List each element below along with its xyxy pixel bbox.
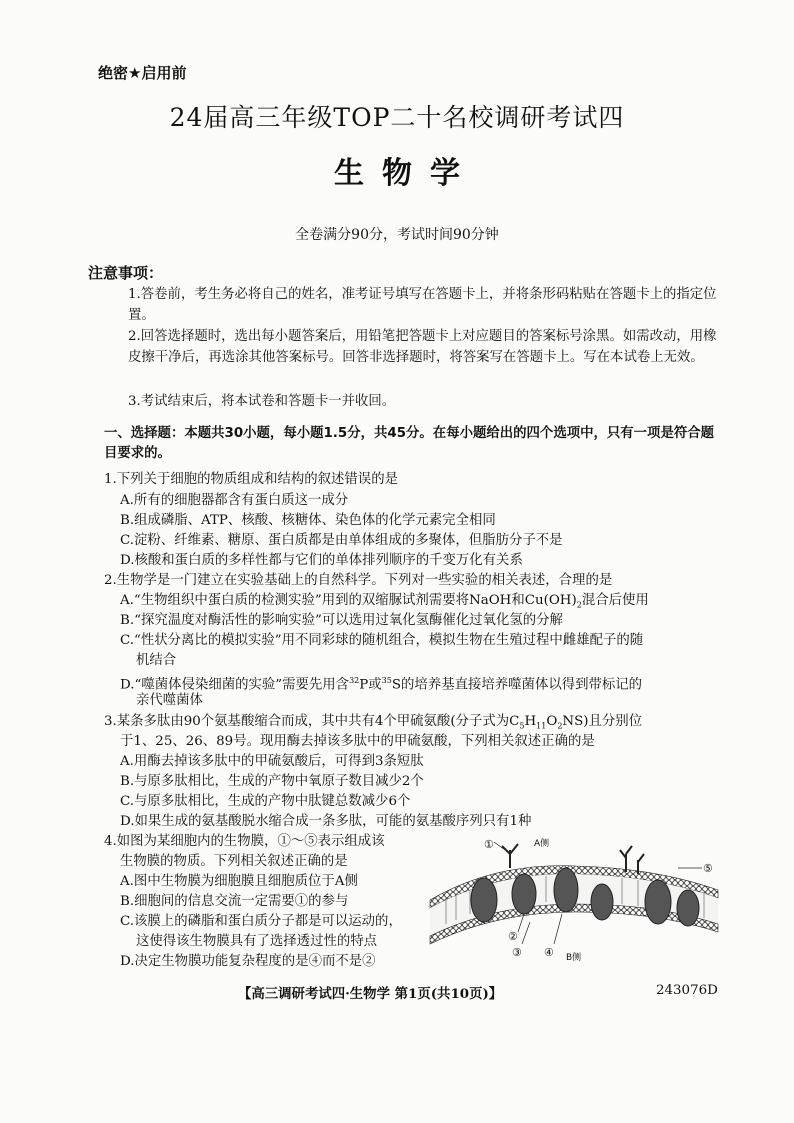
question-3-option-d: D.如果生成的氨基酸脱水缩合成一条多肽，可能的氨基酸序列只有1种 <box>120 814 532 829</box>
question-1-option-c: C.淀粉、纤维素、糖原、蛋白质都是由单体组成的多聚体，但脂肪分子不是 <box>120 533 563 548</box>
question-4-option-c-cont: 这使得该生物膜具有了选择透过性的特点 <box>136 934 378 949</box>
question-2-stem: 2.生物学是一门建立在实验基础上的自然科学。下列对一些实验的相关表述，合理的是 <box>104 573 613 588</box>
confidential-mark: 绝密★启用前 <box>98 64 187 82</box>
question-1-option-b: B.组成磷脂、ATP、核酸、核糖体、染色体的化学元素完全相同 <box>120 513 496 528</box>
membrane-diagram <box>426 832 722 962</box>
question-1-stem: 1.下列关于细胞的物质组成和结构的叙述错误的是 <box>104 472 398 487</box>
question-3-stem: 3.某条多肽由90个氨基酸缩合而成，其中共有4个甲硫氨酸(分子式为$C_5H_{11}O_2NS$)且分别位 <box>104 714 643 731</box>
notice-item-1: 1.答卷前，考生务必将自己的姓名，准考证号填写在答题卡上，并将条形码粘贴在答题卡上的指定位置。 <box>128 287 717 323</box>
exam-meta: 全卷满分90分，考试时间90分钟 <box>295 227 499 243</box>
question-3-option-a: A.用酶去掉该多肽中的甲硫氨酸后，可得到3条短肽 <box>120 754 424 769</box>
question-4-option-d: D.决定生物膜功能复杂程度的是④而不是② <box>120 954 376 969</box>
label-1: ① <box>484 838 494 851</box>
notice-heading: 注意事项： <box>88 264 164 282</box>
question-4-stem: 4.如图为某细胞内的生物膜，①～⑤表示组成该 <box>104 834 385 849</box>
exam-title: 24届高三年级TOP二十名校调研考试四 <box>169 103 625 132</box>
page-footer: 【高三调研考试四·生物学 第1页(共10页)】 <box>238 986 503 1002</box>
question-3-option-c: C.与原多肽相比，生成的产物中肽键总数减少6个 <box>120 794 411 809</box>
label-side-a: A侧 <box>534 839 550 849</box>
label-side-b: B侧 <box>566 953 582 962</box>
notice-item-3: 3.考试结束后，将本试卷和答题卡一并收回。 <box>128 394 396 409</box>
subject-title: 生物学 <box>334 156 478 191</box>
section-heading: 一、选择题：本题共30小题，每小题1.5分，共45分。在每小题给出的四个选项中，只有一项是符合题目要求的。 <box>104 426 715 461</box>
notice-item-2: 2.回答选择题时，选出每小题答案后，用铅笔把答题卡上对应题目的答案标号涂黑。如需改动，用橡皮擦干净后，再选涂其他答案标号。回答非选择题时，将答案写在答题卡上。写在本试卷上无效。 <box>128 329 717 365</box>
label-2: ② <box>508 930 518 943</box>
question-1-option-d: D.核酸和蛋白质的多样性都与它们的单体排列顺序的千变万化有关系 <box>120 553 523 568</box>
question-2-option-d-cont: 亲代噬菌体 <box>136 693 203 708</box>
question-4-stem-cont: 生物膜的物质。下列相关叙述正确的是 <box>120 854 348 869</box>
exam-code: 243076D <box>656 983 718 998</box>
question-2-option-c: C.“性状分离比的模拟实验”用不同彩球的随机组合，模拟生物在生殖过程中雌雄配子的随 <box>120 633 644 648</box>
question-2-option-a: A.“生物组织中蛋白质的检测实验”用到的双缩脲试剂需要将NaOH和$Cu(OH)_2$混合后使用 <box>120 593 649 610</box>
label-3: ③ <box>512 946 522 959</box>
question-2-option-b: B.“探究温度对酶活性的影响实验”可以选用过氧化氢酶催化过氧化氢的分解 <box>120 613 563 628</box>
label-5: ⑤ <box>703 862 713 875</box>
question-3-stem-cont: 于1、25、26、89号。现用酶去掉该多肽中的甲硫氨酸，下列相关叙述正确的是 <box>120 734 595 749</box>
question-1-option-a: A.所有的细胞器都含有蛋白质这一成分 <box>120 493 349 508</box>
label-4: ④ <box>544 946 554 959</box>
question-2-option-c-cont: 机结合 <box>136 653 177 668</box>
question-3-option-b: B.与原多肽相比，生成的产物中氧原子数目减少2个 <box>120 774 424 789</box>
question-2-option-d: D.“噬菌体侵染细菌的实验”需要先用含$^{32}$P或$^{35}$S的培养基直接培养噬菌体以得到带标记的 <box>120 676 643 693</box>
question-4-option-c: C.该膜上的磷脂和蛋白质分子都是可以运动的， <box>120 914 402 929</box>
question-4-option-a: A.图中生物膜为细胞膜且细胞质位于A侧 <box>120 874 358 889</box>
question-4-option-b: B.细胞间的信息交流一定需要①的参与 <box>120 894 349 909</box>
